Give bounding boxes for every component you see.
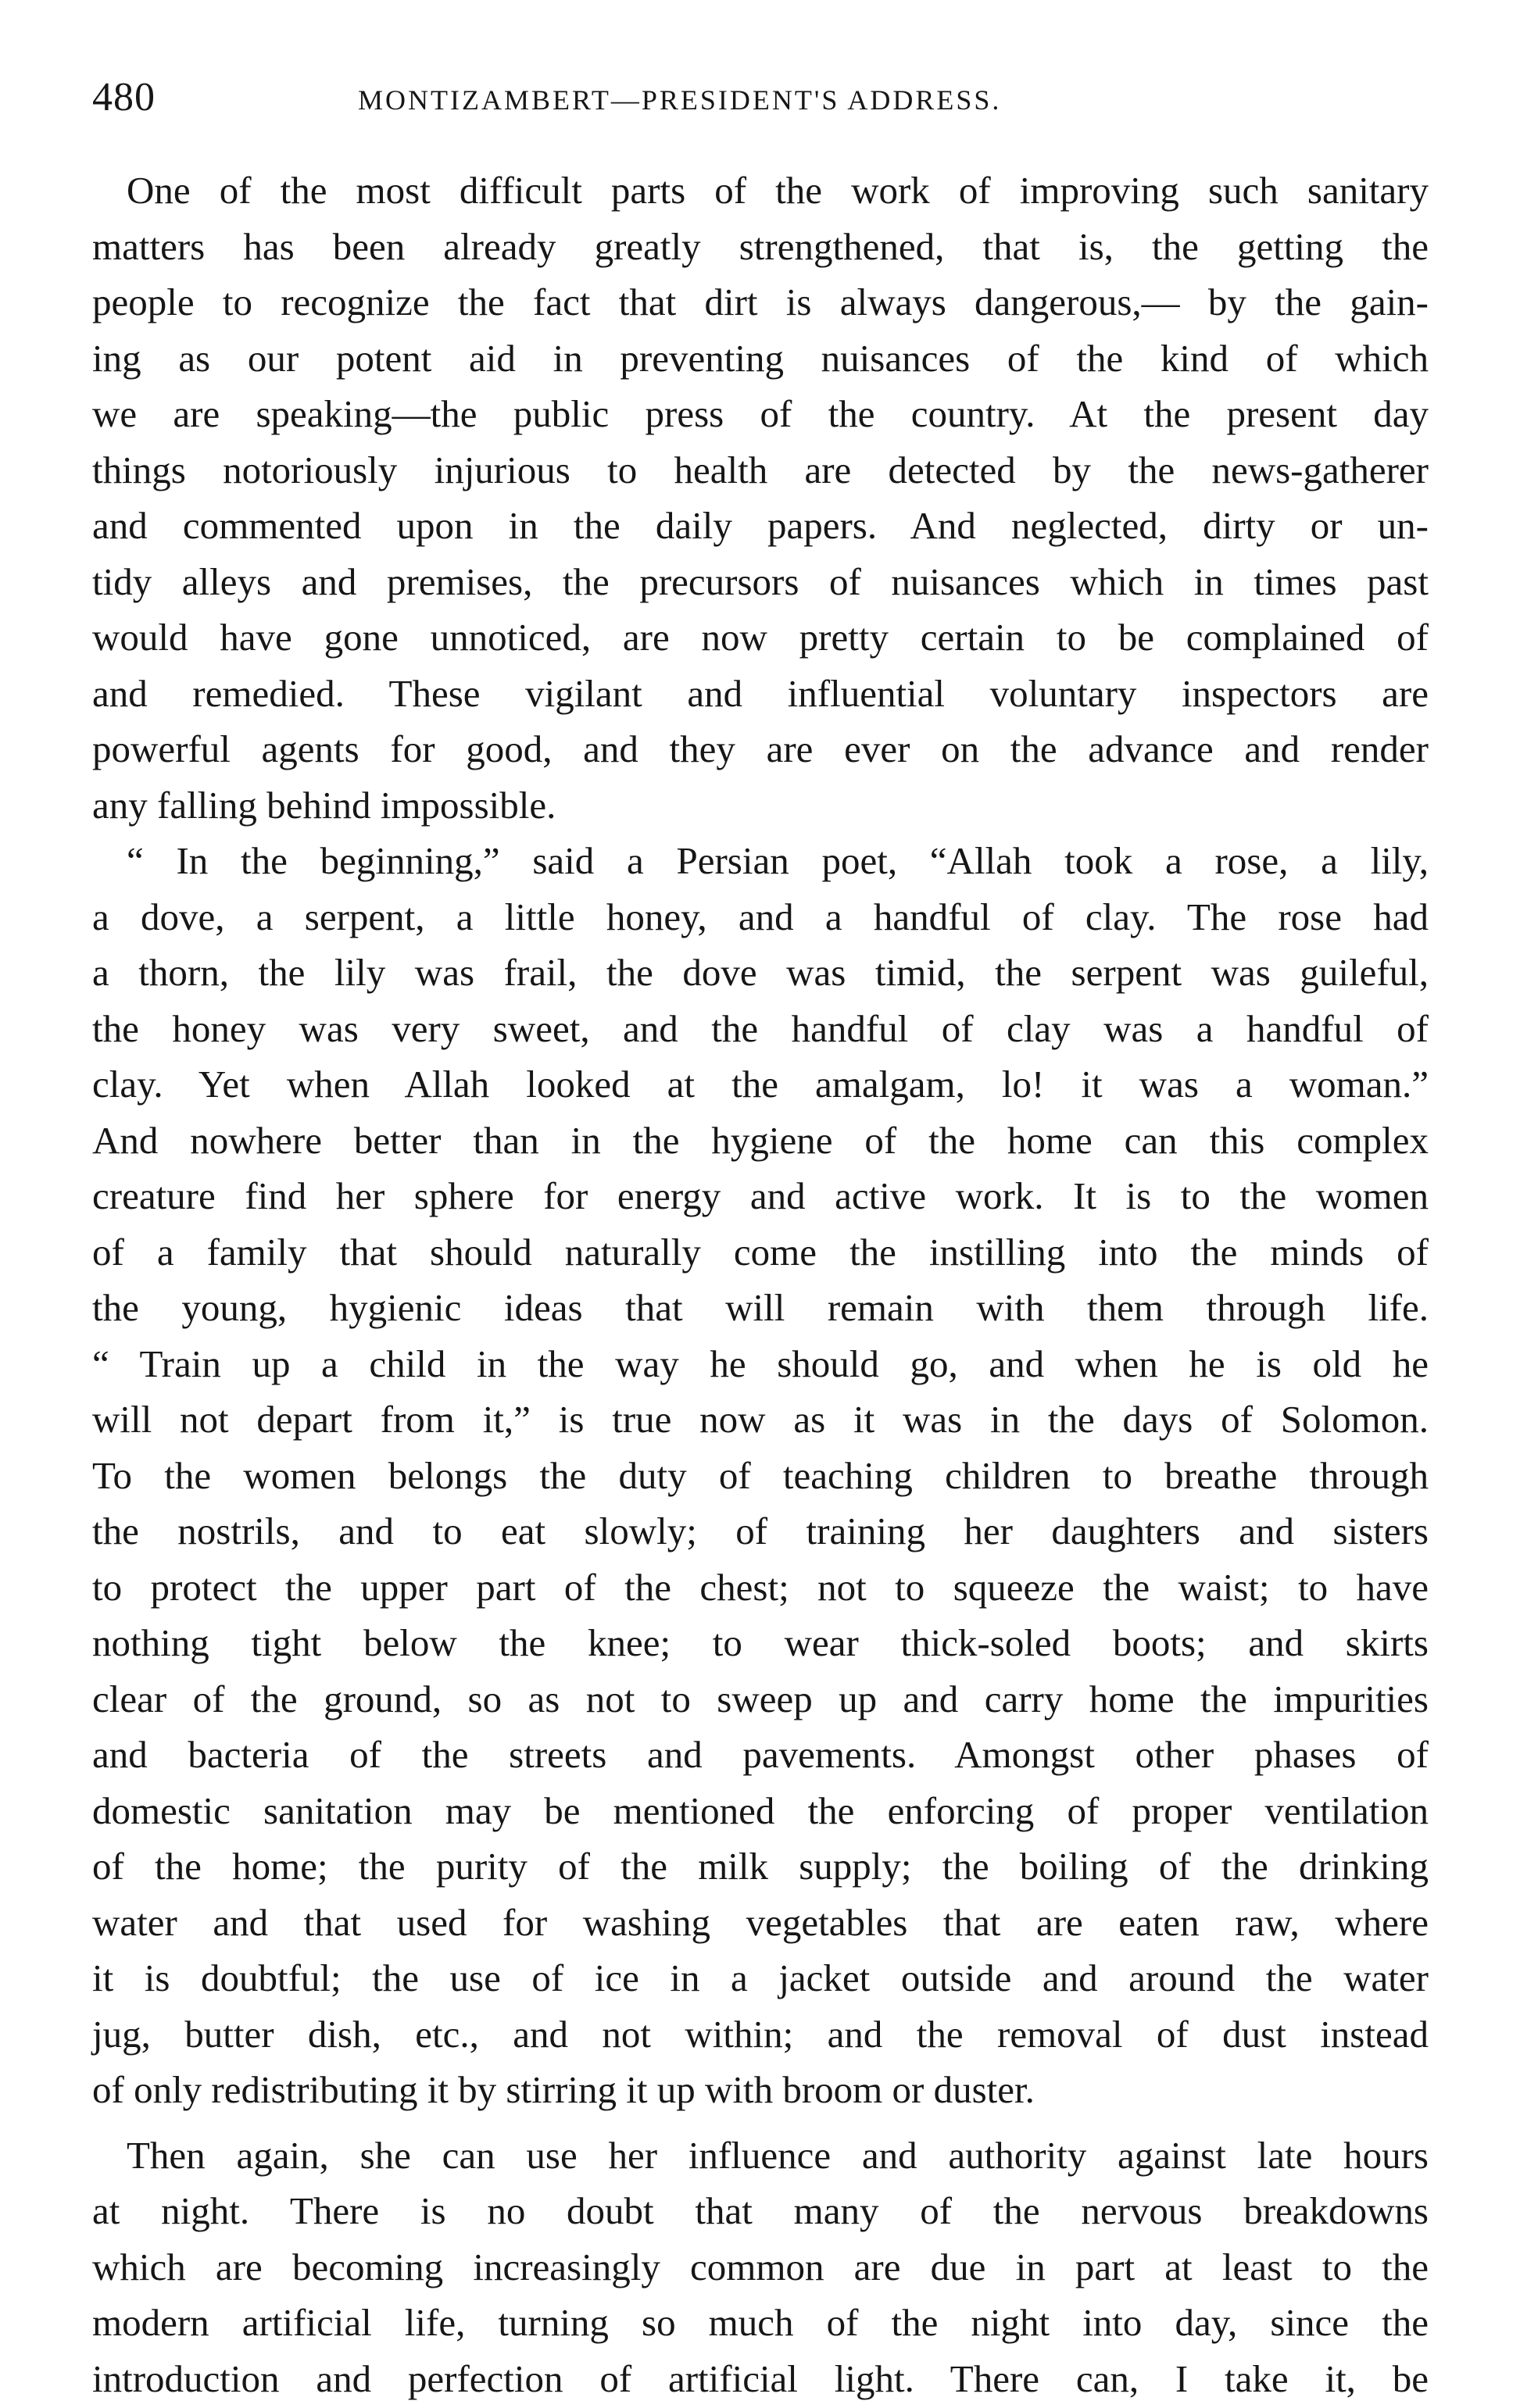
text-line: “ Train up a child in the way he should go, and when he is old he [92,1342,1429,1385]
text-line: of the home; the purity of the milk supply; the boiling of the drinking [92,1845,1429,1888]
text-line: a dove, a serpent, a little honey, and a handful of clay. The rose had [92,895,1429,938]
text-line: modern artificial life, turning so much of the night into day, since the [92,2301,1429,2344]
text-line: ing as our potent aid in preventing nuisances of the kind of which [92,336,1429,380]
text-line: would have gone unnoticed, are now pretty certain to be complained of [92,616,1429,659]
text-line: we are speaking—the public press of the country. At the present day [92,392,1429,435]
text-line: the honey was very sweet, and the handful of clay was a handful of [92,1006,1429,1050]
text-line: powerful agents for good, and they are ever on the advance and render [92,727,1429,770]
page-number: 480 [92,75,156,120]
text-line: a thorn, the lily was frail, the dove was timid, the serpent was guileful, [92,951,1429,994]
text-line: and commented upon in the daily papers. And neglected, dirty or un- [92,504,1429,547]
text-line: And nowhere better than in the hygiene of the home can this complex [92,1118,1429,1162]
text-line: introduction and perfection of artificial light. There can, I take it, be [92,2356,1429,2400]
text-line: To the women belongs the duty of teaching children to breathe through [92,1453,1429,1497]
page-header [92,70,1429,133]
text-line: to protect the upper part of the chest; not to squeeze the waist; to have [92,1565,1429,1609]
text-line: at night. There is no doubt that many of the nervous breakdowns [92,2189,1429,2232]
text-line: will not depart from it,” is true now as it was in the days of Solomon. [92,1398,1429,1441]
text-line: water and that used for washing vegetables that are eaten raw, where [92,1900,1429,1944]
running-head: MONTIZAMBERT—PRESIDENT'S ADDRESS. [358,84,1002,116]
text-line: it is doubtful; the use of ice in a jacket outside and around the water [92,1956,1429,1999]
text-line: of only redistributing it by stirring it up with broom or duster. [92,2068,1035,2111]
text-line: the nostrils, and to eat slowly; of training her daughters and sisters [92,1509,1429,1552]
text-line: people to recognize the fact that dirt is always dangerous,— by the gain- [92,280,1429,323]
text-line: the young, hygienic ideas that will remain with them through life. [92,1286,1429,1329]
text-line: and remedied. These vigilant and influential voluntary inspectors are [92,671,1429,715]
text-line: clear of the ground, so as not to sweep up and carry home the impurities [92,1677,1429,1720]
text-line: nothing tight below the knee; to wear thick-soled boots; and skirts [92,1621,1429,1664]
text-line: jug, butter dish, etc., and not within; and the removal of dust instead [92,2012,1429,2056]
text-line: clay. Yet when Allah looked at the amalgam, lo! it was a woman.” [92,1063,1429,1106]
text-line: domestic sanitation may be mentioned the enforcing of proper ventilation [92,1788,1429,1832]
text-line: tidy alleys and premises, the precursors of nuisances which in times past [92,559,1429,603]
text-line: One of the most difficult parts of the work of improving such sanitary [127,169,1429,212]
text-line: and bacteria of the streets and pavements. Amongst other phases of [92,1733,1429,1776]
text-line: Then again, she can use her influence and authority against late hours [127,2133,1429,2177]
text-line: matters has been already greatly strengthened, that is, the getting the [92,224,1429,268]
text-line: of a family that should naturally come the instilling into the minds of [92,1230,1429,1274]
text-line: “ In the beginning,” said a Persian poet, “Allah took a rose, a lily, [127,839,1429,882]
text-line: any falling behind impossible. [92,783,556,827]
text-line: things notoriously injurious to health are detected by the news-gatherer [92,448,1429,491]
text-line: which are becoming increasingly common are due in part at least to the [92,2245,1429,2288]
body-text [92,163,1429,2406]
text-line: creature find her sphere for energy and active work. It is to the women [92,1174,1429,1217]
